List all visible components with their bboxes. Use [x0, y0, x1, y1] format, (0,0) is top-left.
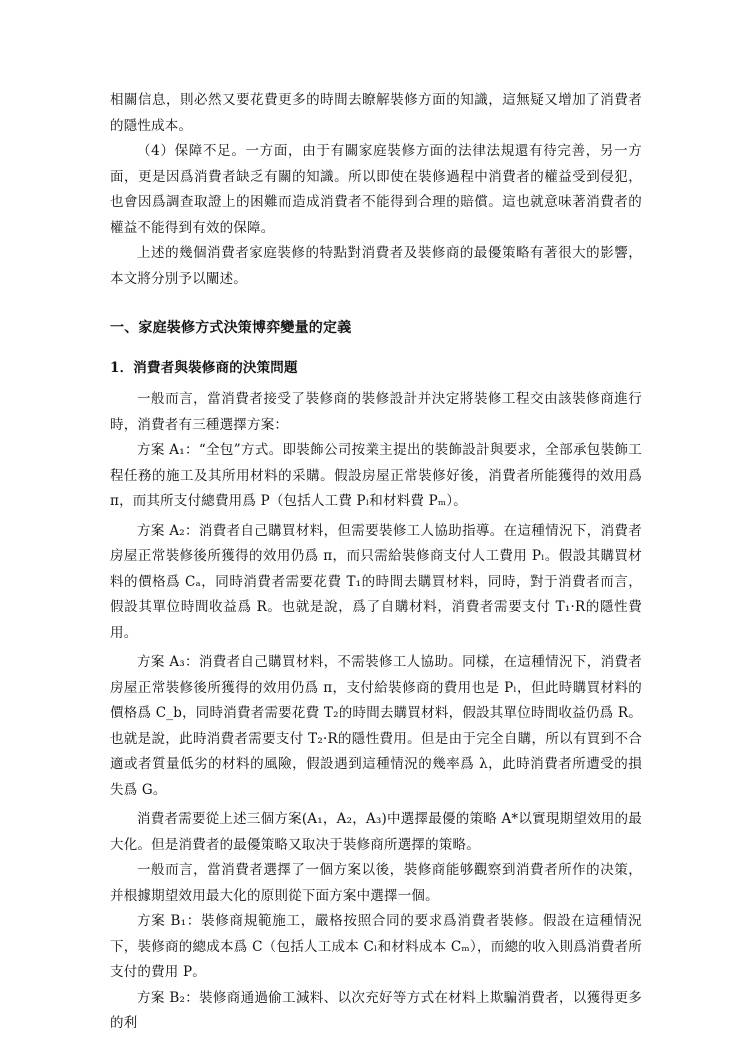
paragraph: 上述的幾個消費者家庭裝修的特點對消費者及裝修商的最優策略有著很大的影響，本文將分別予以闡述。: [110, 245, 642, 287]
paragraph: 消費者需要從上述三個方案(A₁，A₂，A₃)中選擇最優的策略 A*以實現期望效用的最大化。但是消費者的最優策略又取决于裝修商所選擇的策略。: [110, 811, 642, 853]
paragraph: 方案 A₃：消費者自己購買材料，不需裝修工人協助。同樣，在這種情況下，消費者房屋正常裝修後所獲得的效用仍爲 π，支付給裝修商的費用也是 Pₗ，但此時購買材料的價格爲 C_b，同時消費者需要花費 T₂的時間去購買材料，假設其單位時間收益仍爲 R。也就是說，此時消費者需要支付 T₂·R的隱性費用。但是由于完全自購，所以有買到不合適或者質量低劣的材料的風險，假設遇到這種情況的幾率爲 λ，此時消費者所遭受的損失爲 G。: [110, 654, 642, 798]
paragraph: 一般而言，當消費者選擇了一個方案以後，裝修商能够觀察到消費者所作的决策，并根據期望效用最大化的原則從下面方案中選擇一個。: [110, 862, 642, 904]
paragraph: 一般而言，當消費者接受了裝修商的裝修設計并決定將裝修工程交由該裝修商進行時，消費者有三種選擇方案：: [110, 391, 642, 433]
paragraph: （4）保障不足。一方面，由于有關家庭裝修方面的法律法規還有待完善，另一方面，更是因爲消費者缺乏有關的知識。所以即使在裝修過程中消費者的權益受到侵犯，也會因爲調查取證上的困難而造成消費者不能得到合理的賠償。這也就意味著消費者的權益不能得到有效的保障。: [110, 143, 642, 236]
paragraph: 方案 B₂：裝修商通過偷工減料、以次充好等方式在材料上欺騙消費者，以獲得更多的利: [110, 989, 642, 1031]
subsection-heading: 1．消費者與裝修商的決策問題: [110, 359, 298, 376]
section-heading: 一、家庭裝修方式決策博弈變量的定義: [110, 320, 352, 336]
paragraph: 方案 A₁：“全包”方式。即裝飾公司按業主提出的裝飾設計與要求，全部承包裝飾工程任務的施工及其所用材料的采購。假設房屋正常裝修好後，消費者所能獲得的效用爲 π，而其所支付總費用爲 P（包括人工費 Pₗ和材料費 Pₘ）。: [110, 442, 642, 509]
paragraph: 方案 B₁：裝修商規範施工，嚴格按照合同的要求爲消費者裝修。假設在這種情況下，裝修商的總成本爲 C（包括人工成本 Cₗ和材料成本 Cₘ），而總的收入則爲消費者所支付的費用 P。: [110, 913, 642, 980]
paragraph: 相關信息，則必然又要花費更多的時間去瞭解裝修方面的知識，這無疑又增加了消費者的隱性成本。: [110, 92, 642, 134]
paragraph: 方案 A₂：消費者自己購買材料，但需要裝修工人協助指導。在這種情況下，消費者房屋正常裝修後所獲得的效用仍爲 π，而只需給裝修商支付人工費用 Pₗ。假設其購買材料的價格爲 Cₐ，同時消費者需要花費 T₁的時間去購買材料，同時，對于消費者而言，假設其單位時間收益爲 R。也就是說，爲了自購材料，消費者需要支付 T₁·R的隱性費用。: [110, 522, 642, 641]
body-text: [110, 88, 642, 1037]
